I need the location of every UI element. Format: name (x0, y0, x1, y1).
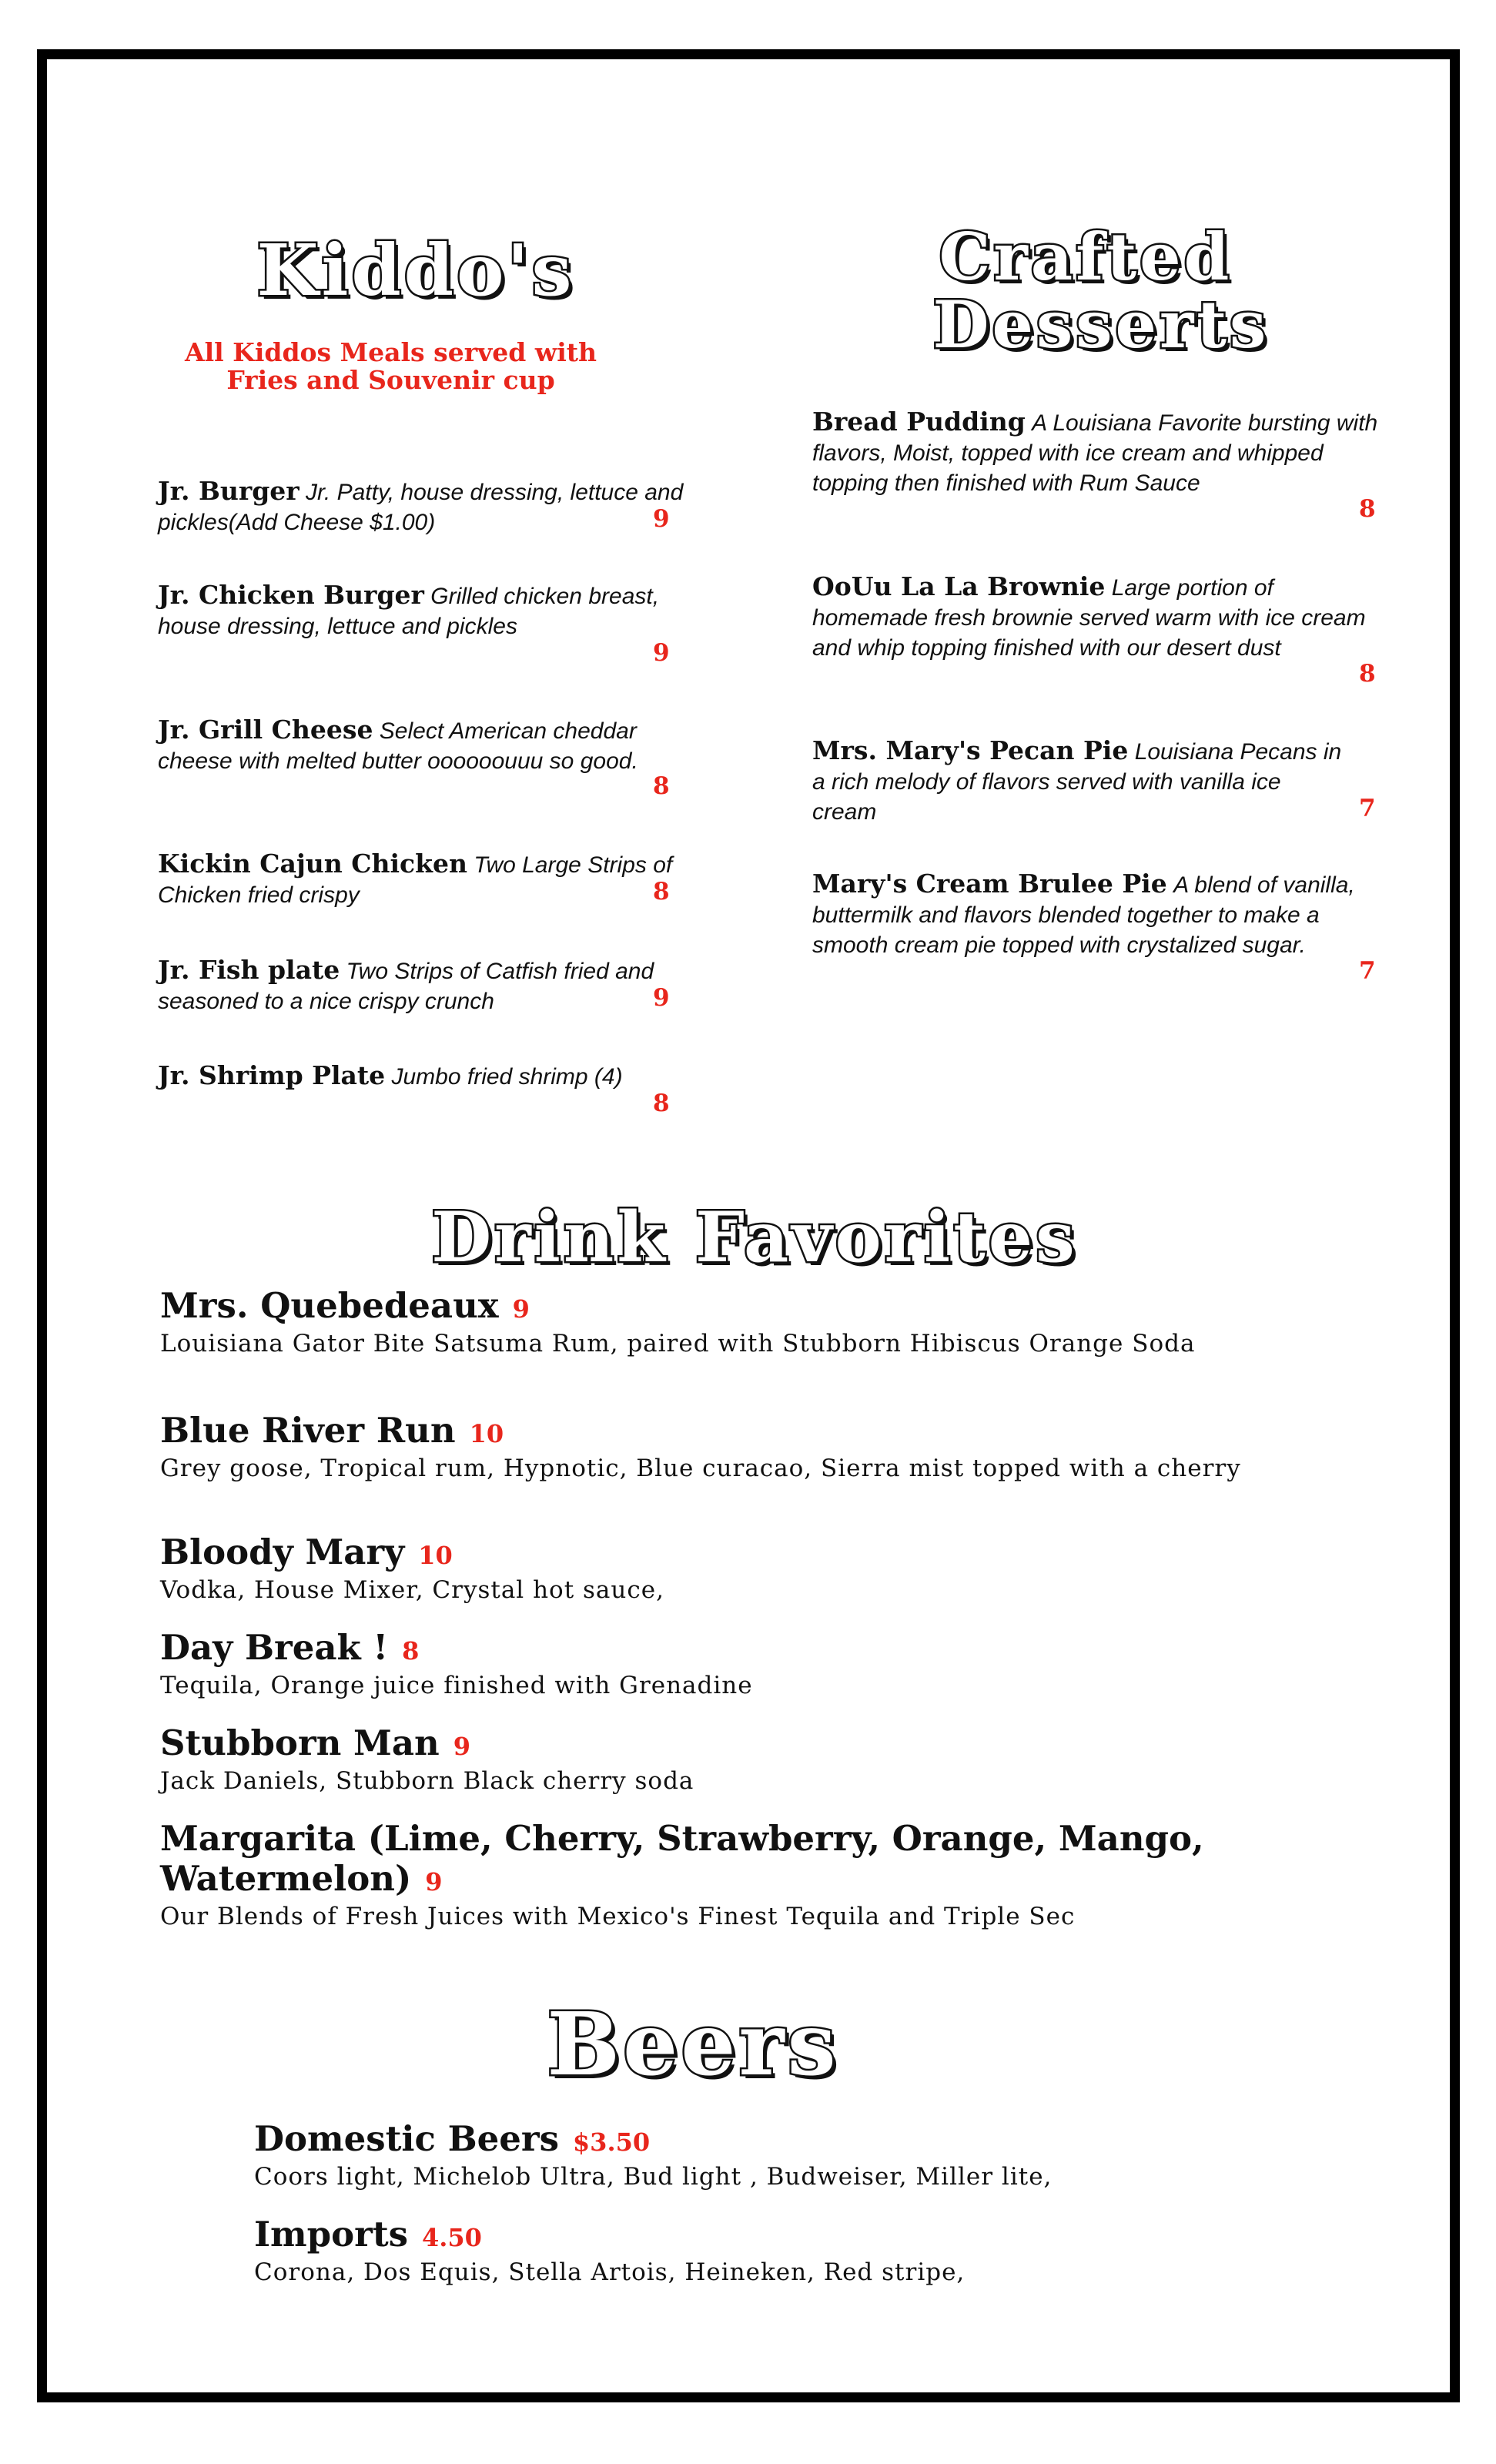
drink-description: Vodka, House Mixer, Crystal hot sauce, (160, 1576, 664, 1604)
drink-description: Grey goose, Tropical rum, Hypnotic, Blue curacao, Sierra mist topped with a cherry (160, 1455, 1241, 1482)
item-description: Jumbo fried shrimp (4) (391, 1064, 623, 1090)
drink-price: 9 (453, 1732, 470, 1761)
drink-description: Louisiana Gator Bite Satsuma Rum, paired with Stubborn Hibiscus Orange Soda (160, 1330, 1196, 1358)
kiddos-item (158, 955, 658, 1016)
dessert-item (812, 869, 1390, 960)
drink-item (160, 1628, 1361, 1700)
dessert-item (812, 407, 1386, 498)
item-name: Jr. Burger (158, 476, 300, 506)
item-price: 8 (653, 878, 670, 906)
drink-name: Stubborn Man (160, 1722, 440, 1763)
beers-title: Beers (547, 1994, 839, 2095)
kiddos-item (158, 715, 681, 776)
drink-price: 10 (418, 1541, 453, 1570)
drinks-title: Drink Favorites (431, 1197, 1078, 1278)
item-name: Mary's Cream Brulee Pie (812, 869, 1167, 899)
item-name: Jr. Chicken Burger (158, 580, 424, 610)
item-name: Jr. Shrimp Plate (158, 1060, 386, 1090)
drink-name: Day Break ! (160, 1627, 389, 1668)
drink-description: Our Blends of Fresh Juices with Mexico's Finest Tequila and Triple Sec (160, 1903, 1076, 1930)
kiddos-item (158, 849, 685, 910)
item-description: A Louisiana Favorite bursting with flavors, Moist, topped with ice cream and whipped topping then finished with Rum Sauce (812, 410, 1378, 496)
item-price: 7 (1359, 795, 1376, 822)
item-description: Louisiana Pecans in a rich melody of flavors served with vanilla ice cream (812, 739, 1342, 825)
drink-price: 10 (469, 1419, 504, 1448)
item-name: Jr. Fish plate (158, 955, 340, 985)
dessert-item (812, 571, 1386, 663)
kiddos-subtitle: All Kiddos Meals served with Fries and Souvenir cup (185, 337, 597, 395)
drink-item (160, 1411, 1361, 1483)
drink-item (160, 1723, 1361, 1796)
kiddos-item (158, 580, 681, 641)
item-price: 8 (653, 772, 670, 800)
kiddos-item (158, 1060, 635, 1092)
drink-price: 8 (402, 1636, 420, 1666)
desserts-title-line1: Crafted (939, 219, 1233, 295)
beer-description: Coors light, Michelob Ultra, Bud light , Budweiser, Miller lite, (254, 2163, 1053, 2191)
drink-name: Blue River Run (160, 1410, 456, 1451)
kiddos-title: Kiddo's (256, 229, 575, 312)
item-description: Grilled chicken breast, house dressing, lettuce and pickles (158, 584, 660, 639)
item-name: Bread Pudding (812, 407, 1026, 437)
item-description: Select American cheddar cheese with melted butter oooooouuu so good. (158, 718, 638, 774)
item-price: 8 (653, 1090, 670, 1117)
beer-price: 4.50 (421, 2223, 482, 2252)
item-price: 8 (1359, 660, 1376, 688)
item-price: 9 (653, 639, 670, 667)
dessert-item (812, 735, 1351, 827)
drink-description: Tequila, Orange juice finished with Grenadine (160, 1672, 753, 1699)
item-name: Mrs. Mary's Pecan Pie (812, 735, 1129, 765)
kiddos-item (158, 476, 689, 537)
item-price: 9 (653, 505, 670, 533)
item-description: Two Large Strips of Chicken fried crispy (158, 852, 673, 908)
drink-item (160, 1532, 1361, 1605)
desserts-title-line2: Desserts (932, 286, 1270, 363)
item-description: A blend of vanilla, buttermilk and flavors blended together to make a smooth cream pie topped with crystalized sugar. (812, 872, 1355, 958)
item-name: Jr. Grill Cheese (158, 715, 373, 745)
beer-description: Corona, Dos Equis, Stella Artois, Heineken, Red stripe, (254, 2258, 966, 2286)
beer-name: Imports (254, 2214, 408, 2255)
beer-price: $3.50 (572, 2128, 651, 2157)
item-name: OoUu La La Brownie (812, 571, 1106, 601)
item-price: 9 (653, 984, 670, 1012)
drink-name: Margarita (Lime, Cherry, Strawberry, Orange, Mango, Watermelon) (160, 1818, 1204, 1899)
item-description: Two Strips of Catfish fried and seasoned to a nice crispy crunch (158, 959, 654, 1014)
drink-description: Jack Daniels, Stubborn Black cherry soda (160, 1767, 694, 1795)
item-description: Jr. Patty, house dressing, lettuce and pickles(Add Cheese $1.00) (158, 480, 684, 535)
item-price: 8 (1359, 495, 1376, 523)
drink-item (160, 1819, 1277, 1931)
item-name: Kickin Cajun Chicken (158, 849, 467, 879)
drink-price: 9 (425, 1867, 443, 1897)
beer-item (254, 2215, 1370, 2287)
drink-name: Mrs. Quebedeaux (160, 1285, 499, 1326)
drink-name: Bloody Mary (160, 1532, 405, 1572)
beer-name: Domestic Beers (254, 2118, 559, 2159)
beer-item (254, 2119, 1370, 2191)
drink-item (160, 1286, 1361, 1358)
item-price: 7 (1359, 957, 1376, 985)
item-description: Large portion of homemade fresh brownie served warm with ice cream and whip topping finished with our desert dust (812, 575, 1366, 661)
drink-price: 9 (512, 1294, 530, 1324)
